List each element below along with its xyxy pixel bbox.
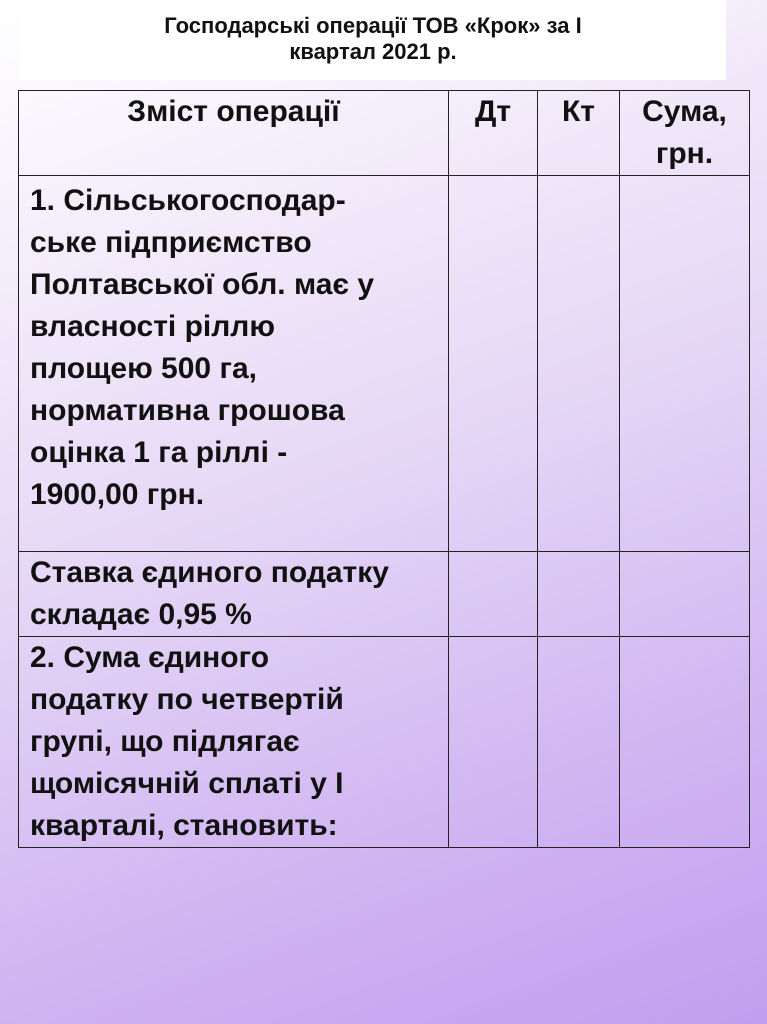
row-3-line: 2. Сума єдиного xyxy=(30,641,270,674)
row-1-line: площею 500 га, xyxy=(30,352,257,385)
row-1-line: власності ріллю xyxy=(30,310,275,343)
row-3-line: податку по четвертій xyxy=(30,683,344,716)
row-1-sum xyxy=(620,176,750,552)
row-2-line: складає 0,95 % xyxy=(30,598,252,631)
table-row xyxy=(19,637,750,848)
row-1-content xyxy=(19,176,449,552)
row-2-debit xyxy=(449,552,538,637)
row-3-content xyxy=(19,637,449,848)
row-3-sum xyxy=(620,637,750,848)
row-2-credit xyxy=(538,552,620,637)
slide-title xyxy=(20,0,726,80)
row-3-line: кварталі, становить: xyxy=(30,809,338,842)
header-sum-line-2: грн. xyxy=(655,137,714,170)
row-2-line: Ставка єдиного податку xyxy=(30,556,389,589)
header-credit: Кт xyxy=(538,91,620,176)
header-sum-line-1: Сума, xyxy=(642,95,727,128)
row-1-line: нормативна грошова xyxy=(30,394,345,427)
row-3-line: щомісячній сплаті у І xyxy=(30,767,344,800)
row-1-line: 1900,00 грн. xyxy=(30,478,205,511)
row-1-credit xyxy=(538,176,620,552)
row-1-line: Полтавської обл. має у xyxy=(30,268,375,301)
title-line-2: квартал 2021 р. xyxy=(289,39,457,64)
table-row xyxy=(19,176,750,552)
row-3-debit xyxy=(449,637,538,848)
row-2-content xyxy=(19,552,449,637)
row-2-sum xyxy=(620,552,750,637)
title-line-1: Господарські операції ТОВ «Крок» за І xyxy=(164,13,582,38)
table-header-row xyxy=(19,91,750,176)
table-row xyxy=(19,552,750,637)
operations-table xyxy=(18,90,750,848)
row-1-debit xyxy=(449,176,538,552)
header-content: Зміст операції xyxy=(19,91,449,176)
row-1-line: ське підприємство xyxy=(30,226,312,259)
row-3-line: групі, що підлягає xyxy=(30,725,300,758)
header-debit: Дт xyxy=(449,91,538,176)
row-3-credit xyxy=(538,637,620,848)
row-1-line: оцінка 1 га ріллі - xyxy=(30,436,288,469)
header-sum xyxy=(620,91,750,176)
row-1-line: 1. Сільськогосподар- xyxy=(30,184,346,217)
